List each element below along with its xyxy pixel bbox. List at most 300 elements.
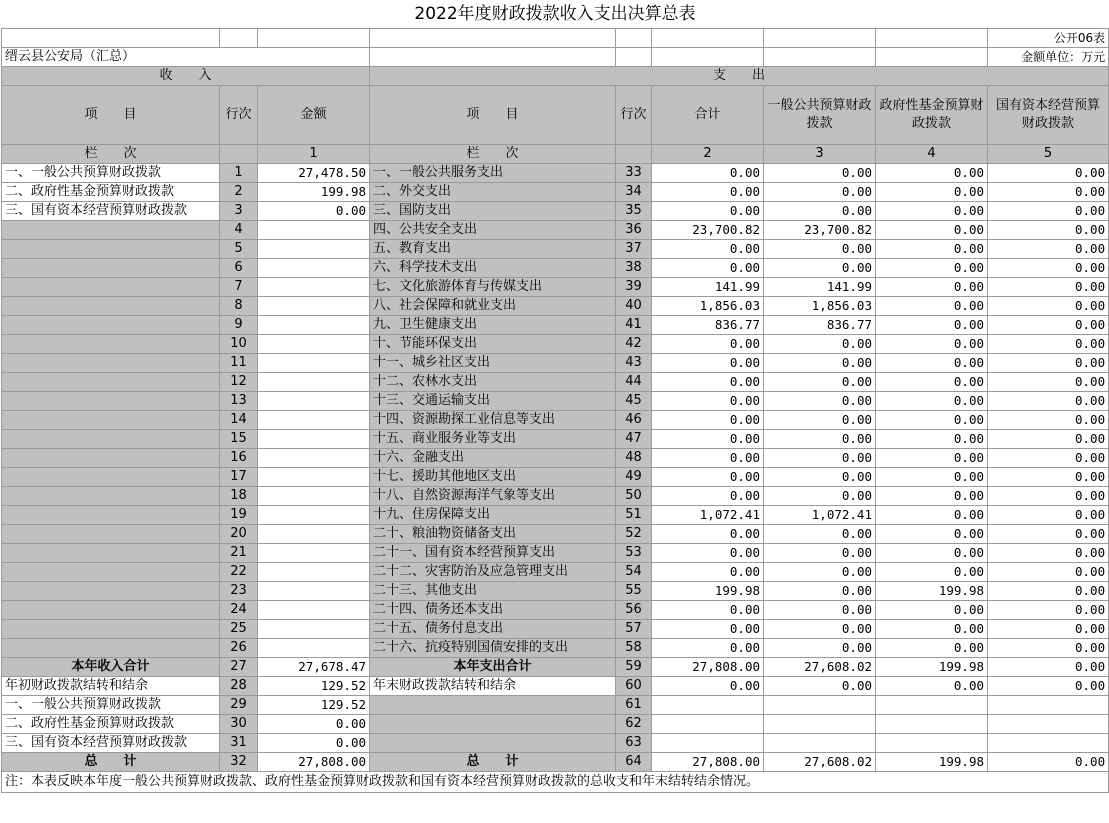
income-amount: 129.52 — [258, 695, 370, 714]
expense-item-label: 总 计 — [370, 752, 616, 771]
expense-total: 0.00 — [652, 201, 764, 220]
income-amount — [258, 562, 370, 581]
expense-fund-budget: 0.00 — [876, 315, 988, 334]
expense-item-label: 二十一、国有资本经营预算支出 — [370, 543, 616, 562]
expense-fund-budget: 0.00 — [876, 448, 988, 467]
income-row-number: 2 — [220, 182, 258, 201]
income-amount — [258, 410, 370, 429]
expense-fund-budget: 0.00 — [876, 562, 988, 581]
expense-row-number: 60 — [616, 676, 652, 695]
table-row — [2, 391, 1109, 410]
income-row-number: 12 — [220, 372, 258, 391]
expense-fund-budget: 0.00 — [876, 201, 988, 220]
income-item-label — [2, 429, 220, 448]
income-amount — [258, 638, 370, 657]
expense-item-label: 十六、金融支出 — [370, 448, 616, 467]
income-row-number: 10 — [220, 334, 258, 353]
expense-item-label: 十、节能环保支出 — [370, 334, 616, 353]
income-amount: 27,808.00 — [258, 752, 370, 771]
expense-state-capital: 0.00 — [988, 543, 1109, 562]
income-row-number: 17 — [220, 467, 258, 486]
expense-state-capital: 0.00 — [988, 676, 1109, 695]
expense-state-capital: 0.00 — [988, 201, 1109, 220]
expense-general-budget: 0.00 — [764, 467, 876, 486]
income-header: 收 入 — [2, 66, 370, 85]
expense-total: 0.00 — [652, 410, 764, 429]
expense-general-budget: 141.99 — [764, 277, 876, 296]
col-index-label: 栏 次 — [370, 144, 616, 163]
expense-fund-budget: 0.00 — [876, 619, 988, 638]
expense-item-label: 十一、城乡社区支出 — [370, 353, 616, 372]
expense-fund-budget: 0.00 — [876, 296, 988, 315]
expense-row-number: 45 — [616, 391, 652, 410]
table-row — [2, 695, 1109, 714]
expense-item-label: 二、外交支出 — [370, 182, 616, 201]
income-row-number: 20 — [220, 524, 258, 543]
income-row-number: 30 — [220, 714, 258, 733]
expense-general-budget: 0.00 — [764, 334, 876, 353]
expense-row-number: 63 — [616, 733, 652, 752]
income-row-number: 4 — [220, 220, 258, 239]
table-row — [2, 239, 1109, 258]
expense-general-budget: 0.00 — [764, 543, 876, 562]
income-amount — [258, 296, 370, 315]
expense-total: 0.00 — [652, 163, 764, 182]
expense-total: 0.00 — [652, 600, 764, 619]
expense-item-label: 二十三、其他支出 — [370, 581, 616, 600]
income-row-number: 13 — [220, 391, 258, 410]
expense-fund-budget: 0.00 — [876, 543, 988, 562]
expense-total: 0.00 — [652, 486, 764, 505]
income-row-number: 29 — [220, 695, 258, 714]
expense-total: 0.00 — [652, 543, 764, 562]
income-item-label — [2, 638, 220, 657]
currency-unit: 金额单位：万元 — [988, 47, 1109, 66]
income-row-number: 27 — [220, 657, 258, 676]
expense-state-capital: 0.00 — [988, 277, 1109, 296]
expense-general-budget — [764, 714, 876, 733]
expense-row-number: 53 — [616, 543, 652, 562]
table-row — [2, 543, 1109, 562]
col-income-amount: 金额 — [258, 85, 370, 144]
expense-state-capital: 0.00 — [988, 752, 1109, 771]
table-row — [2, 486, 1109, 505]
income-amount — [258, 600, 370, 619]
income-amount — [258, 429, 370, 448]
expense-fund-budget: 0.00 — [876, 676, 988, 695]
income-row-number: 18 — [220, 486, 258, 505]
expense-item-label: 十二、农林水支出 — [370, 372, 616, 391]
table-row — [2, 296, 1109, 315]
expense-row-number: 51 — [616, 505, 652, 524]
expense-row-number: 41 — [616, 315, 652, 334]
expense-state-capital: 0.00 — [988, 505, 1109, 524]
expense-row-number: 43 — [616, 353, 652, 372]
income-amount — [258, 448, 370, 467]
table-row — [2, 714, 1109, 733]
expense-fund-budget: 0.00 — [876, 277, 988, 296]
income-row-number: 22 — [220, 562, 258, 581]
expense-row-number: 61 — [616, 695, 652, 714]
expense-total: 0.00 — [652, 353, 764, 372]
expense-row-number: 56 — [616, 600, 652, 619]
income-amount — [258, 220, 370, 239]
expense-fund-budget: 0.00 — [876, 505, 988, 524]
expense-row-number: 50 — [616, 486, 652, 505]
expense-row-number: 59 — [616, 657, 652, 676]
income-row-number: 31 — [220, 733, 258, 752]
income-row-number: 23 — [220, 581, 258, 600]
expense-fund-budget: 0.00 — [876, 486, 988, 505]
income-amount — [258, 315, 370, 334]
expense-fund-budget: 0.00 — [876, 353, 988, 372]
income-item-label — [2, 391, 220, 410]
expense-row-number: 37 — [616, 239, 652, 258]
income-item-label — [2, 258, 220, 277]
expense-item-label: 十五、商业服务业等支出 — [370, 429, 616, 448]
expense-state-capital: 0.00 — [988, 581, 1109, 600]
expense-state-capital: 0.00 — [988, 619, 1109, 638]
table-row — [2, 258, 1109, 277]
table-row — [2, 581, 1109, 600]
expense-row-number: 58 — [616, 638, 652, 657]
table-row — [2, 220, 1109, 239]
income-item-label — [2, 277, 220, 296]
expense-state-capital: 0.00 — [988, 410, 1109, 429]
income-row-number: 16 — [220, 448, 258, 467]
income-item-label — [2, 372, 220, 391]
expense-general-budget: 836.77 — [764, 315, 876, 334]
expense-state-capital: 0.00 — [988, 239, 1109, 258]
expense-general-budget: 0.00 — [764, 239, 876, 258]
table-row — [2, 600, 1109, 619]
expense-general-budget: 0.00 — [764, 201, 876, 220]
income-amount: 27,678.47 — [258, 657, 370, 676]
table-row — [2, 277, 1109, 296]
col-index-1: 1 — [258, 144, 370, 163]
table-row — [2, 182, 1109, 201]
expense-state-capital: 0.00 — [988, 562, 1109, 581]
expense-state-capital: 0.00 — [988, 391, 1109, 410]
expense-total: 0.00 — [652, 638, 764, 657]
expense-general-budget: 0.00 — [764, 676, 876, 695]
expense-total: 0.00 — [652, 467, 764, 486]
expense-item-label: 七、文化旅游体育与传媒支出 — [370, 277, 616, 296]
expense-general-budget: 0.00 — [764, 353, 876, 372]
expense-general-budget: 0.00 — [764, 600, 876, 619]
expense-item-label: 十四、资源勘探工业信息等支出 — [370, 410, 616, 429]
expense-fund-budget — [876, 733, 988, 752]
table-row — [2, 657, 1109, 676]
expense-fund-budget — [876, 695, 988, 714]
expense-total — [652, 695, 764, 714]
table-note: 注：本表反映本年度一般公共预算财政拨款、政府性基金预算财政拨款和国有资本经营预算财政拨款的总收支和年末结转结余情况。 — [2, 771, 1109, 792]
expense-row-number: 35 — [616, 201, 652, 220]
expense-general-budget — [764, 695, 876, 714]
table-row — [2, 315, 1109, 334]
expense-state-capital: 0.00 — [988, 467, 1109, 486]
income-row-number: 25 — [220, 619, 258, 638]
income-amount — [258, 619, 370, 638]
income-item-label — [2, 448, 220, 467]
expense-row-number: 38 — [616, 258, 652, 277]
income-amount — [258, 524, 370, 543]
table-row — [2, 733, 1109, 752]
income-amount: 129.52 — [258, 676, 370, 695]
income-row-number: 5 — [220, 239, 258, 258]
table-row — [2, 372, 1109, 391]
expense-total: 0.00 — [652, 429, 764, 448]
expense-item-label: 一、一般公共服务支出 — [370, 163, 616, 182]
income-item-label: 一、一般公共预算财政拨款 — [2, 163, 220, 182]
expense-fund-budget: 0.00 — [876, 220, 988, 239]
expense-state-capital: 0.00 — [988, 315, 1109, 334]
expense-general-budget: 0.00 — [764, 638, 876, 657]
income-item-label — [2, 239, 220, 258]
income-row-number: 21 — [220, 543, 258, 562]
income-item-label — [2, 486, 220, 505]
income-item-label: 年初财政拨款结转和结余 — [2, 676, 220, 695]
expense-item-label — [370, 695, 616, 714]
expense-general-budget: 0.00 — [764, 410, 876, 429]
expense-total: 0.00 — [652, 619, 764, 638]
expense-fund-budget: 199.98 — [876, 581, 988, 600]
expense-state-capital: 0.00 — [988, 372, 1109, 391]
expense-total: 27,808.00 — [652, 657, 764, 676]
expense-state-capital: 0.00 — [988, 353, 1109, 372]
income-item-label — [2, 600, 220, 619]
col-index-2: 2 — [652, 144, 764, 163]
expense-fund-budget: 0.00 — [876, 524, 988, 543]
col-fund-budget: 政府性基金预算财政拨款 — [876, 85, 988, 144]
expense-item-label: 三、国防支出 — [370, 201, 616, 220]
expense-state-capital: 0.00 — [988, 638, 1109, 657]
expense-total: 0.00 — [652, 524, 764, 543]
final-accounts-table — [1, 0, 1109, 793]
col-index-4: 4 — [876, 144, 988, 163]
income-amount — [258, 334, 370, 353]
expense-row-number: 57 — [616, 619, 652, 638]
expense-state-capital: 0.00 — [988, 429, 1109, 448]
expense-general-budget: 27,608.02 — [764, 657, 876, 676]
expense-item-label: 年末财政拨款结转和结余 — [370, 676, 616, 695]
expense-total: 0.00 — [652, 676, 764, 695]
expense-row-number: 64 — [616, 752, 652, 771]
col-total: 合计 — [652, 85, 764, 144]
income-item-label — [2, 505, 220, 524]
expense-item-label: 十七、援助其他地区支出 — [370, 467, 616, 486]
income-row-number: 24 — [220, 600, 258, 619]
expense-general-budget — [764, 733, 876, 752]
expense-item-label: 六、科学技术支出 — [370, 258, 616, 277]
income-row-number: 19 — [220, 505, 258, 524]
expense-row-number: 34 — [616, 182, 652, 201]
income-row-number: 7 — [220, 277, 258, 296]
expense-row-number: 48 — [616, 448, 652, 467]
expense-row-number: 33 — [616, 163, 652, 182]
expense-total: 0.00 — [652, 391, 764, 410]
table-row — [2, 410, 1109, 429]
expense-state-capital — [988, 733, 1109, 752]
income-item-label: 三、国有资本经营预算财政拨款 — [2, 733, 220, 752]
income-row-number: 1 — [220, 163, 258, 182]
expense-general-budget: 0.00 — [764, 581, 876, 600]
income-amount — [258, 505, 370, 524]
expense-total: 0.00 — [652, 448, 764, 467]
income-row-number: 3 — [220, 201, 258, 220]
expense-general-budget: 0.00 — [764, 524, 876, 543]
expense-state-capital: 0.00 — [988, 182, 1109, 201]
income-row-number: 9 — [220, 315, 258, 334]
expense-row-number: 49 — [616, 467, 652, 486]
expense-fund-budget: 0.00 — [876, 638, 988, 657]
unit-name: 缙云县公安局（汇总） — [2, 47, 370, 66]
expense-general-budget: 0.00 — [764, 372, 876, 391]
expense-general-budget: 23,700.82 — [764, 220, 876, 239]
income-amount — [258, 581, 370, 600]
expense-general-budget: 1,072.41 — [764, 505, 876, 524]
expense-fund-budget: 0.00 — [876, 239, 988, 258]
expense-state-capital: 0.00 — [988, 524, 1109, 543]
expense-fund-budget: 0.00 — [876, 467, 988, 486]
income-amount: 27,478.50 — [258, 163, 370, 182]
table-row — [2, 448, 1109, 467]
income-item-label: 本年收入合计 — [2, 657, 220, 676]
expense-fund-budget: 0.00 — [876, 600, 988, 619]
income-item-label — [2, 220, 220, 239]
expense-item-label: 二十五、债务付息支出 — [370, 619, 616, 638]
table-row — [2, 562, 1109, 581]
table-row — [2, 752, 1109, 771]
expense-item-label — [370, 733, 616, 752]
table-row — [2, 676, 1109, 695]
expense-total: 27,808.00 — [652, 752, 764, 771]
expense-general-budget: 1,856.03 — [764, 296, 876, 315]
expense-total: 0.00 — [652, 372, 764, 391]
income-item-label — [2, 296, 220, 315]
expense-general-budget: 0.00 — [764, 619, 876, 638]
expense-state-capital — [988, 714, 1109, 733]
table-row — [2, 638, 1109, 657]
expense-general-budget: 0.00 — [764, 486, 876, 505]
income-item-label: 总 计 — [2, 752, 220, 771]
expense-total: 1,856.03 — [652, 296, 764, 315]
expense-state-capital: 0.00 — [988, 486, 1109, 505]
expense-row-number: 42 — [616, 334, 652, 353]
table-row — [2, 334, 1109, 353]
expense-item-label — [370, 714, 616, 733]
expense-general-budget: 0.00 — [764, 562, 876, 581]
expense-fund-budget: 0.00 — [876, 182, 988, 201]
expense-state-capital: 0.00 — [988, 600, 1109, 619]
income-amount — [258, 486, 370, 505]
expense-item-label: 八、社会保障和就业支出 — [370, 296, 616, 315]
income-amount: 0.00 — [258, 733, 370, 752]
income-item-label: 二、政府性基金预算财政拨款 — [2, 714, 220, 733]
expense-general-budget: 0.00 — [764, 182, 876, 201]
income-item-label: 二、政府性基金预算财政拨款 — [2, 182, 220, 201]
income-amount — [258, 258, 370, 277]
expense-general-budget: 0.00 — [764, 391, 876, 410]
table-row — [2, 429, 1109, 448]
col-income-item: 项 目 — [2, 85, 220, 144]
expense-row-number: 39 — [616, 277, 652, 296]
expense-total: 0.00 — [652, 258, 764, 277]
expense-state-capital: 0.00 — [988, 220, 1109, 239]
income-row-number: 26 — [220, 638, 258, 657]
form-number: 公开06表 — [988, 28, 1109, 47]
expense-item-label: 十九、住房保障支出 — [370, 505, 616, 524]
income-amount: 199.98 — [258, 182, 370, 201]
income-item-label — [2, 524, 220, 543]
income-item-label — [2, 410, 220, 429]
expense-state-capital — [988, 695, 1109, 714]
col-expense-row-no: 行次 — [616, 85, 652, 144]
expense-fund-budget — [876, 714, 988, 733]
expense-row-number: 36 — [616, 220, 652, 239]
income-item-label: 一、一般公共预算财政拨款 — [2, 695, 220, 714]
expense-item-label: 十八、自然资源海洋气象等支出 — [370, 486, 616, 505]
expense-state-capital: 0.00 — [988, 448, 1109, 467]
expense-row-number: 54 — [616, 562, 652, 581]
income-item-label — [2, 315, 220, 334]
table-title: 2022年度财政拨款收入支出决算总表 — [414, 3, 696, 24]
expense-item-label: 二十六、抗疫特别国债安排的支出 — [370, 638, 616, 657]
table-row — [2, 163, 1109, 182]
expense-total: 199.98 — [652, 581, 764, 600]
expense-fund-budget: 0.00 — [876, 429, 988, 448]
expense-total: 0.00 — [652, 562, 764, 581]
table-row — [2, 201, 1109, 220]
expense-row-number: 40 — [616, 296, 652, 315]
col-income-row-no: 行次 — [220, 85, 258, 144]
expense-item-label: 二十、粮油物资储备支出 — [370, 524, 616, 543]
expense-header: 支 出 — [370, 66, 1109, 85]
table-row — [2, 524, 1109, 543]
income-amount — [258, 239, 370, 258]
income-amount — [258, 353, 370, 372]
income-item-label: 三、国有资本经营预算财政拨款 — [2, 201, 220, 220]
income-row-number: 32 — [220, 752, 258, 771]
income-amount: 0.00 — [258, 201, 370, 220]
income-row-number: 28 — [220, 676, 258, 695]
expense-row-number: 62 — [616, 714, 652, 733]
table-row — [2, 619, 1109, 638]
expense-fund-budget: 0.00 — [876, 163, 988, 182]
expense-general-budget: 0.00 — [764, 163, 876, 182]
expense-total — [652, 733, 764, 752]
income-amount — [258, 277, 370, 296]
expense-fund-budget: 0.00 — [876, 391, 988, 410]
expense-item-label: 本年支出合计 — [370, 657, 616, 676]
expense-general-budget: 0.00 — [764, 429, 876, 448]
income-row-number: 6 — [220, 258, 258, 277]
expense-item-label: 五、教育支出 — [370, 239, 616, 258]
expense-item-label: 二十四、债务还本支出 — [370, 600, 616, 619]
income-row-number: 11 — [220, 353, 258, 372]
expense-total: 141.99 — [652, 277, 764, 296]
expense-fund-budget: 0.00 — [876, 258, 988, 277]
expense-total: 836.77 — [652, 315, 764, 334]
expense-total: 1,072.41 — [652, 505, 764, 524]
expense-fund-budget: 199.98 — [876, 657, 988, 676]
table-row — [2, 467, 1109, 486]
expense-general-budget: 0.00 — [764, 448, 876, 467]
col-general-budget: 一般公共预算财政拨款 — [764, 85, 876, 144]
expense-item-label: 十三、交通运输支出 — [370, 391, 616, 410]
expense-row-number: 44 — [616, 372, 652, 391]
income-amount — [258, 372, 370, 391]
